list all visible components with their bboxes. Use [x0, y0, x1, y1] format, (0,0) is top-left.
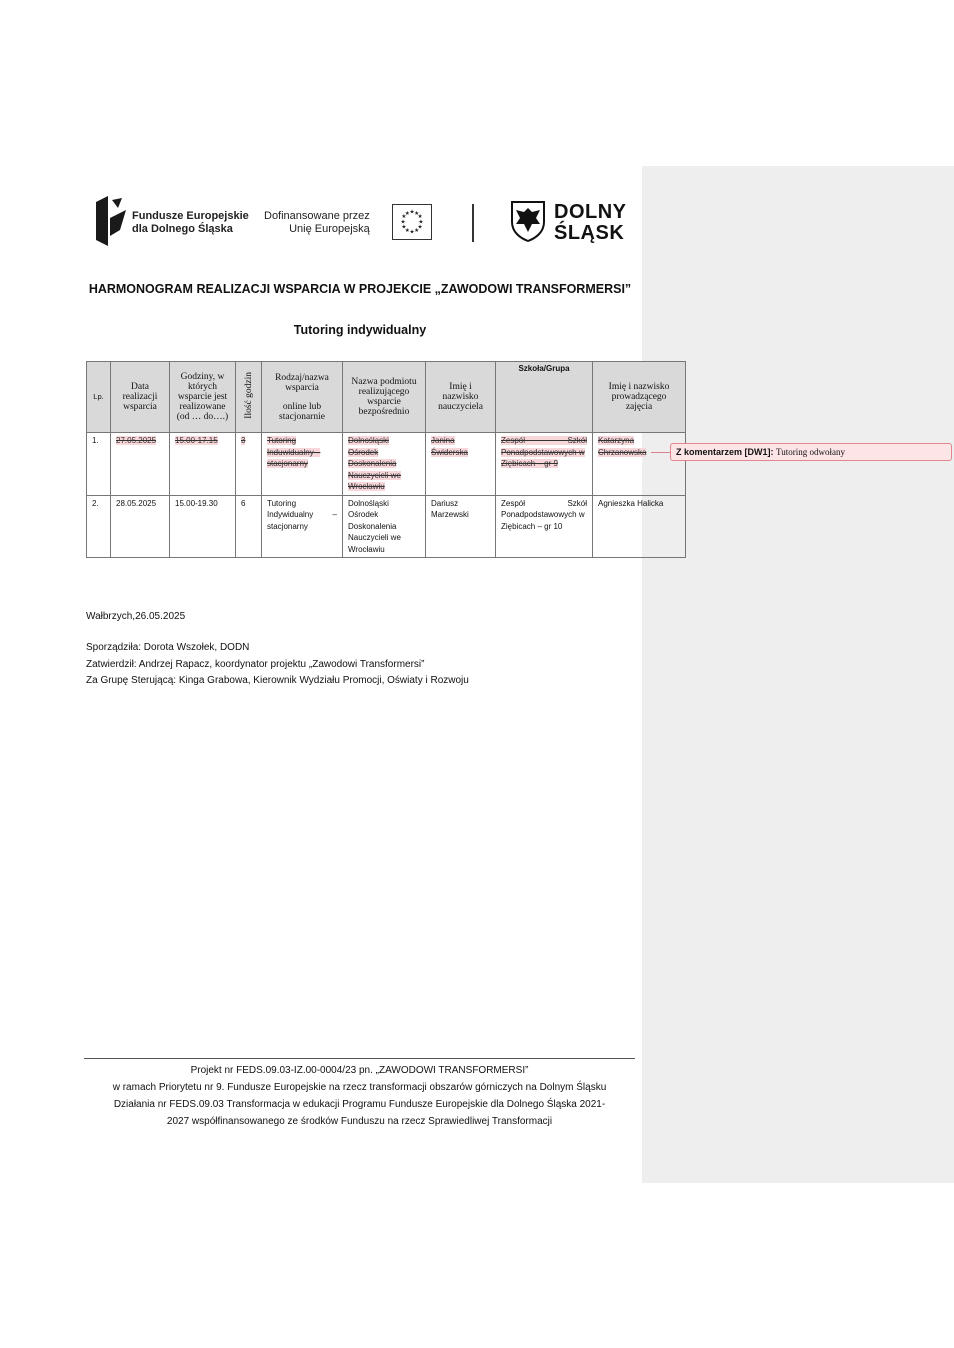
fe-logo-text — [132, 210, 249, 236]
deleted-text: Zespół Szkół — [501, 436, 587, 445]
header-ilosc — [236, 362, 262, 433]
cell-rodzaj — [262, 433, 343, 496]
table-row — [87, 495, 686, 558]
cell-ilosc: 6 — [236, 495, 262, 558]
cell-podmiot — [343, 433, 426, 496]
table-row — [87, 433, 686, 496]
dolny-slask-logo-text — [554, 202, 627, 244]
cell-prowadzacy — [593, 433, 686, 496]
header-lp: Lp. — [87, 362, 111, 433]
signature-line: Zatwierdził: Andrzej Rapacz, koordynator projektu „Zawodowi Transformersi” — [86, 658, 425, 670]
ds-line1: DOLNY — [554, 201, 627, 223]
deleted-text: Ponadpodstawowych w Ziębicach – gr 9 — [501, 447, 585, 468]
review-comment-balloon[interactable] — [670, 443, 952, 461]
header-rodzaj-sub: online lub stacjonarnie — [279, 401, 325, 422]
cell-podmiot: Dolnośląski Ośrodek Doskonalenia Nauczycieli we Wrocławiu — [343, 495, 426, 558]
szkola-line1: Zespół Szkół — [501, 498, 587, 508]
svg-text:★: ★ — [409, 209, 415, 216]
deleted-text: 15.00-17.15 — [175, 436, 218, 445]
deleted-text: 27.05.2025 — [116, 436, 157, 445]
cell-data — [111, 433, 170, 496]
cell-godziny: 15.00-19.30 — [170, 495, 236, 558]
svg-text:★: ★ — [409, 229, 415, 236]
header-podmiot: Nazwa podmiotu realizującego wsparcie bezpośrednio — [343, 362, 426, 433]
logo-bar — [96, 190, 636, 250]
document-subtitle: Tutoring indywidualny — [293, 323, 427, 337]
table-header-row — [87, 362, 686, 433]
header-prowadzacy: Imię i nazwisko prowadzącego zajęcia — [593, 362, 686, 433]
footer-line: w ramach Priorytetu nr 9. Fundusze Europejskie na rzecz transformacji obszarów górniczych na Dolnym Śląsku — [112, 1082, 607, 1093]
page-footer — [84, 1062, 635, 1130]
deleted-text: Janina Świderska — [431, 436, 468, 457]
deleted-text: Dolnośląski Ośrodek Doskonalenia Nauczycieli we Wrocławiu — [348, 436, 401, 491]
signature-line: Za Grupę Sterującą: Kinga Grabowa, Kierownik Wydziału Promocji, Oświaty i Rozwoju — [86, 675, 469, 686]
header-rodzaj-label: Rodzaj/nazwa wsparcia — [275, 372, 329, 393]
cell-data: 28.05.2025 — [111, 495, 170, 558]
svg-text:★: ★ — [418, 219, 424, 226]
deleted-text: Induwidualny – — [267, 447, 321, 457]
svg-text:★: ★ — [404, 227, 410, 234]
ds-line2: ŚLĄSK — [554, 222, 625, 244]
ue-line1: Dofinansowane przez — [264, 210, 370, 222]
comment-connector — [651, 452, 671, 453]
cell-nauczyciel — [426, 433, 496, 496]
szkola-line1 — [501, 435, 587, 447]
footer-line: Projekt nr FEDS.09.03-IZ.00-0004/23 pn. „ZAWODOWI TRANSFORMERSI” — [190, 1065, 529, 1076]
eagle-crest-icon — [510, 200, 546, 242]
footer-line: 2027 współfinansowanego ze środków Funduszu na rzecz Sprawiedliwej Transformacji — [166, 1116, 553, 1127]
comment-margin-pane — [642, 166, 954, 1183]
header-ilosc-label: Ilość godzin — [243, 372, 254, 419]
cell-rodzaj — [262, 495, 343, 558]
deleted-text: stacjonarny — [267, 459, 308, 468]
cell-szkola — [496, 433, 593, 496]
szkola-line2: Ponadpodstawowych w Ziębicach – gr 10 — [501, 510, 585, 531]
eu-flag-icon — [392, 204, 432, 240]
schedule-table — [86, 361, 686, 558]
deleted-text: Katarzyna Chrzanowska — [598, 436, 647, 457]
svg-text:★: ★ — [414, 227, 420, 234]
rodzaj-line3: stacjonarny — [267, 521, 308, 531]
comment-label: Z komentarzem [DW1]: — [676, 447, 774, 457]
deleted-text: Tutoring — [267, 436, 297, 445]
fe-line1: Fundusze Europejskie — [132, 210, 249, 222]
cell-lp: 1. — [87, 433, 111, 496]
cell-ilosc — [236, 433, 262, 496]
cell-lp: 2. — [87, 495, 111, 558]
footer-line: Działania nr FEDS.09.03 Transformacja w edukacji Programu Fundusze Europejskie dla Dolnego Śląska 2021- — [113, 1099, 606, 1110]
ue-logo-text — [264, 210, 370, 236]
place-date: Wałbrzych,26.05.2025 — [86, 611, 186, 622]
cell-godziny — [170, 433, 236, 496]
svg-text:★: ★ — [414, 210, 420, 217]
signatures-block — [86, 640, 469, 690]
header-szkola: Szkoła/Grupa — [496, 362, 593, 433]
ue-line2: Unię Europejską — [289, 223, 370, 235]
cell-szkola — [496, 495, 593, 558]
svg-text:★: ★ — [417, 214, 423, 221]
signature-line: Sporządziła: Dorota Wszołek, DODN — [86, 642, 250, 653]
svg-text:★: ★ — [401, 224, 407, 231]
rodzaj-line2: Indywidualny – — [267, 510, 337, 519]
header-rodzaj — [262, 362, 343, 433]
deleted-text: 3 — [241, 436, 246, 445]
footer-divider — [84, 1058, 635, 1059]
svg-text:★: ★ — [417, 224, 423, 231]
logo-divider — [472, 204, 474, 242]
rodzaj-line1: Tutoring — [267, 498, 297, 508]
svg-text:★: ★ — [401, 214, 407, 221]
cell-nauczyciel: Dariusz Marzewski — [426, 495, 496, 558]
header-data: Data realizacji wsparcia — [111, 362, 170, 433]
comment-text: Tutoring odwołany — [776, 447, 845, 457]
header-godziny: Godziny, w których wsparcie jest realizowane (od … do….) — [170, 362, 236, 433]
document-title: HARMONOGRAM REALIZACJI WSPARCIA W PROJEKCIE „ZAWODOWI TRANSFORMERSI” — [88, 282, 632, 296]
fe-line2: dla Dolnego Śląska — [132, 223, 233, 235]
header-nauczyciel: Imię i nazwisko nauczyciela — [426, 362, 496, 433]
svg-text:★: ★ — [400, 219, 406, 226]
fundusze-europejskie-logo-icon — [96, 196, 126, 246]
svg-text:★: ★ — [404, 210, 410, 217]
cell-prowadzacy: Agnieszka Halicka — [593, 495, 686, 558]
